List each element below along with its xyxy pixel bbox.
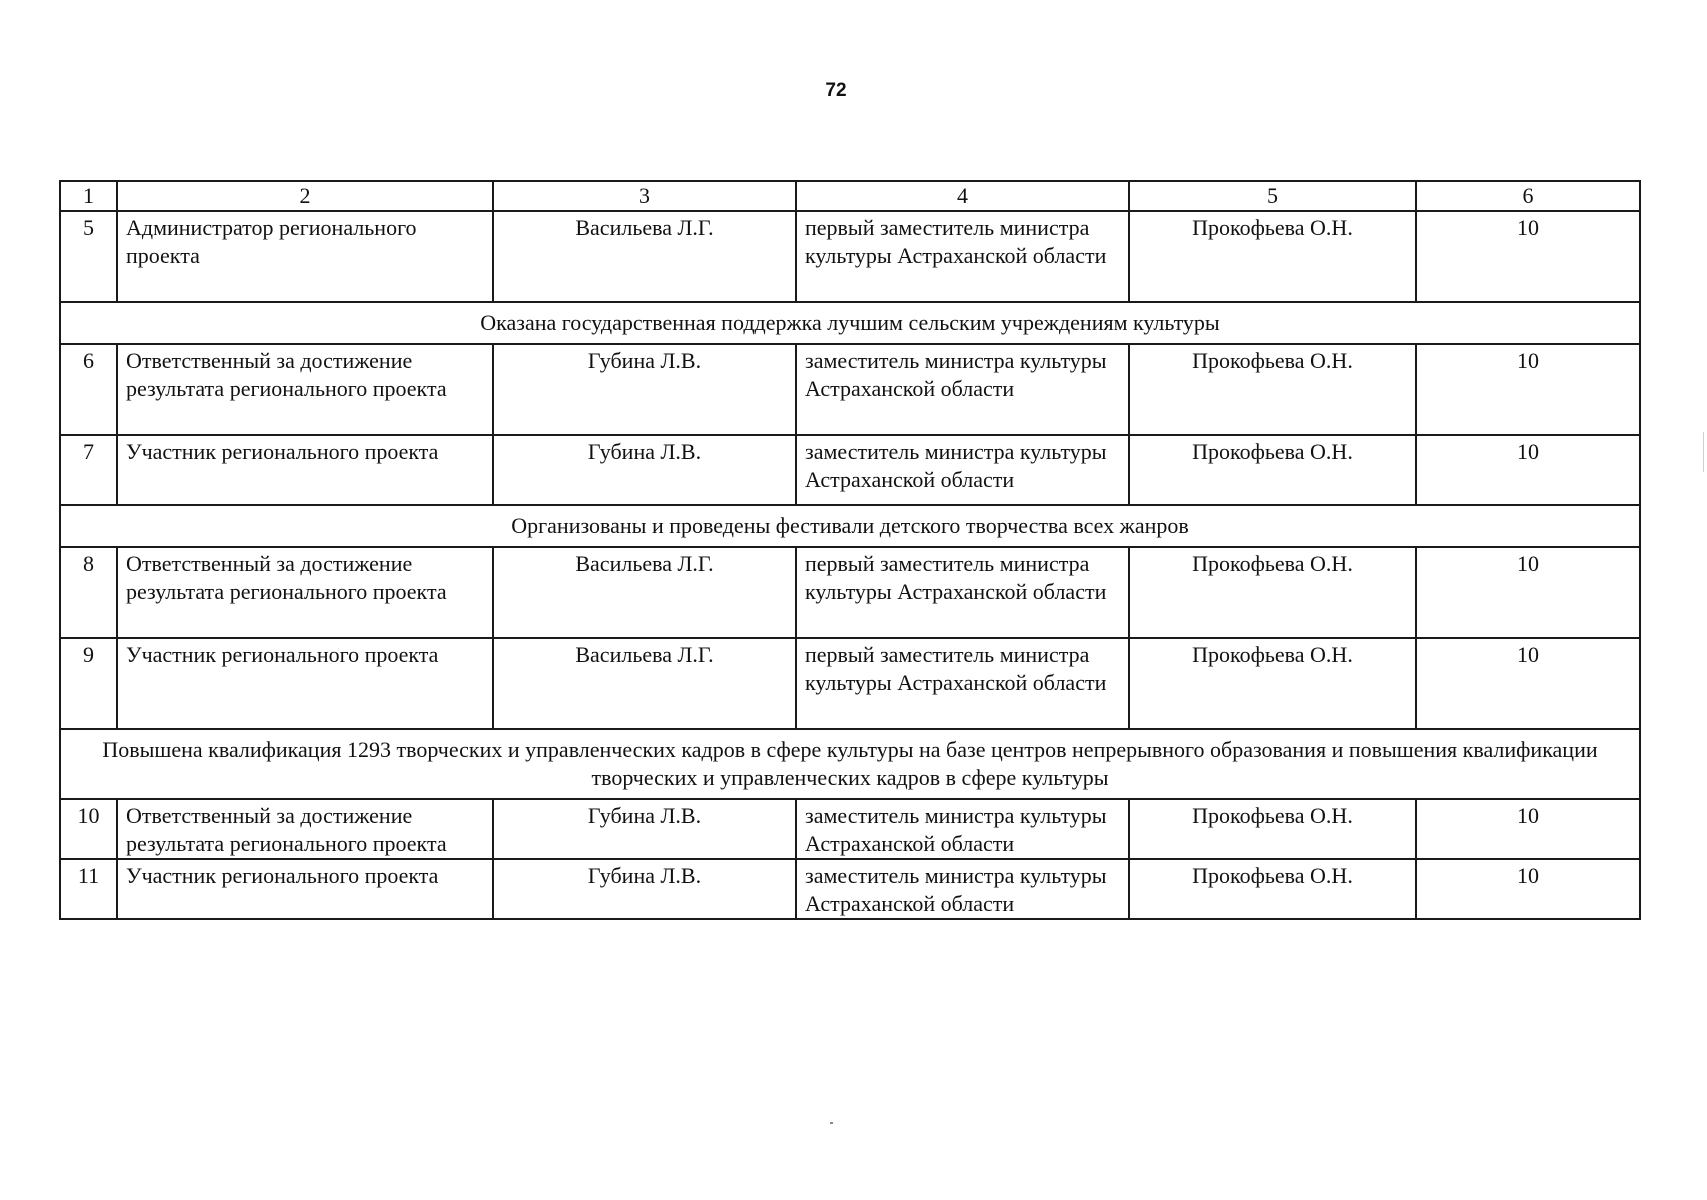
- value-cell: 10: [1416, 435, 1640, 505]
- row-number-cell: 9: [60, 638, 117, 729]
- section-heading-row: [60, 505, 1640, 547]
- position-cell: заместитель министра культуры Астраханской области: [796, 435, 1129, 505]
- value-cell: 10: [1416, 344, 1640, 435]
- role-cell: Ответственный за достижение результата регионального проекта: [117, 799, 493, 859]
- role-cell: Участник регионального проекта: [117, 638, 493, 729]
- role-cell: Ответственный за достижение результата регионального проекта: [117, 547, 493, 638]
- table-row: [60, 211, 1640, 302]
- role-cell: Администратор регионального проекта: [117, 211, 493, 302]
- position-cell: заместитель министра культуры Астраханской области: [796, 859, 1129, 919]
- person-cell: Васильева Л.Г.: [493, 211, 796, 302]
- approver-cell: Прокофьева О.Н.: [1129, 211, 1416, 302]
- value-cell: 10: [1416, 547, 1640, 638]
- person-cell: Губина Л.В.: [493, 859, 796, 919]
- approver-cell: Прокофьева О.Н.: [1129, 799, 1416, 859]
- scan-edge-artifact: [1703, 432, 1704, 472]
- section-heading: Организованы и проведены фестивали детского творчества всех жанров: [60, 505, 1640, 547]
- person-cell: Губина Л.В.: [493, 344, 796, 435]
- role-cell: Участник регионального проекта: [117, 859, 493, 919]
- table-row: [60, 344, 1640, 435]
- role-cell: Участник регионального проекта: [117, 435, 493, 505]
- row-number-cell: 11: [60, 859, 117, 919]
- row-number-cell: 6: [60, 344, 117, 435]
- column-header: 2: [117, 181, 493, 211]
- position-cell: заместитель министра культуры Астраханской области: [796, 799, 1129, 859]
- value-cell: 10: [1416, 211, 1640, 302]
- row-number-cell: 7: [60, 435, 117, 505]
- position-cell: первый заместитель министра культуры Астраханской области: [796, 211, 1129, 302]
- table-row: [60, 859, 1640, 919]
- person-cell: Губина Л.В.: [493, 799, 796, 859]
- table-row: [60, 435, 1640, 505]
- value-cell: 10: [1416, 799, 1640, 859]
- approver-cell: Прокофьева О.Н.: [1129, 859, 1416, 919]
- approver-cell: Прокофьева О.Н.: [1129, 435, 1416, 505]
- scan-speck: [830, 1122, 833, 1124]
- column-header: 6: [1416, 181, 1640, 211]
- person-cell: Губина Л.В.: [493, 435, 796, 505]
- approver-cell: Прокофьева О.Н.: [1129, 344, 1416, 435]
- value-cell: 10: [1416, 859, 1640, 919]
- page-number: 72: [825, 80, 847, 101]
- column-header: 4: [796, 181, 1129, 211]
- column-header: 5: [1129, 181, 1416, 211]
- table-header-row: [60, 181, 1640, 211]
- row-number-cell: 10: [60, 799, 117, 859]
- value-cell: 10: [1416, 638, 1640, 729]
- section-heading-row: [60, 302, 1640, 344]
- role-cell: Ответственный за достижение результата регионального проекта: [117, 344, 493, 435]
- position-cell: первый заместитель министра культуры Астраханской области: [796, 547, 1129, 638]
- person-cell: Васильева Л.Г.: [493, 547, 796, 638]
- approver-cell: Прокофьева О.Н.: [1129, 638, 1416, 729]
- person-cell: Васильева Л.Г.: [493, 638, 796, 729]
- table-row: [60, 638, 1640, 729]
- column-header: 1: [60, 181, 117, 211]
- approver-cell: Прокофьева О.Н.: [1129, 547, 1416, 638]
- responsibility-table: [59, 180, 1641, 920]
- position-cell: первый заместитель министра культуры Астраханской области: [796, 638, 1129, 729]
- section-heading: Повышена квалификация 1293 творческих и управленческих кадров в сфере культуры на базе центров непрерывного образования и повышения квалификации творческих и управленческих кадров в сфере культуры: [60, 729, 1640, 799]
- column-header: 3: [493, 181, 796, 211]
- table-row: [60, 799, 1640, 859]
- section-heading-row: [60, 729, 1640, 799]
- table-row: [60, 547, 1640, 638]
- position-cell: заместитель министра культуры Астраханской области: [796, 344, 1129, 435]
- row-number-cell: 5: [60, 211, 117, 302]
- row-number-cell: 8: [60, 547, 117, 638]
- section-heading: Оказана государственная поддержка лучшим сельским учреждениям культуры: [60, 302, 1640, 344]
